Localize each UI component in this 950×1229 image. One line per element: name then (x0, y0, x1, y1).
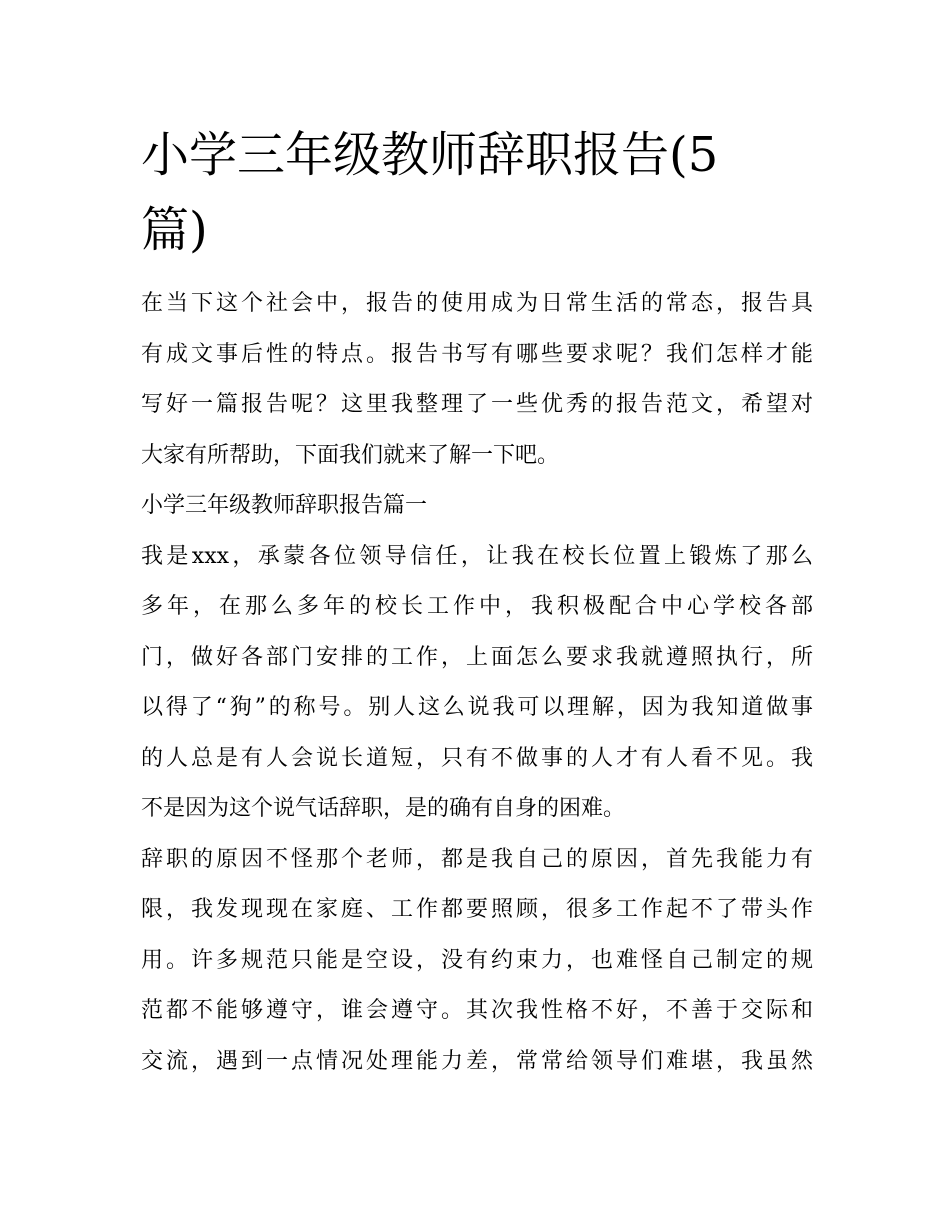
paragraph-line: 用。许多规范只能是空设，没有约束力，也难怪自己制定的规 (141, 947, 813, 973)
intro-line: 大家有所帮助，下面我们就来了解一下吧。 (141, 442, 560, 468)
paragraph-line: 辞职的原因不怪那个老师，都是我自己的原因，首先我能力有 (141, 846, 813, 872)
document-title (141, 118, 781, 268)
paragraph-line: 的人总是有人会说长道短，只有不做事的人才有人看不见。我 (141, 745, 813, 771)
paragraph-2 (141, 835, 813, 1088)
intro-line: 在当下这个社会中，报告的使用成为日常生活的常态，报告具 (141, 291, 813, 316)
paragraph-line: 门，做好各部门安排的工作，上面怎么要求我就遵照执行，所 (141, 644, 813, 670)
title-line-1: 小学三年级教师辞职报告(5 (141, 127, 719, 183)
paragraph-line: 交流，遇到一点情况处理能力差，常常给领导们难堪，我虽然 (141, 1048, 813, 1074)
paragraph-1 (141, 532, 813, 835)
paragraph-line: 多年，在那么多年的校长工作中，我积极配合中心学校各部 (141, 594, 813, 619)
paragraph-line: 限，我发现现在家庭、工作都要照顾，很多工作起不了带头作 (141, 897, 813, 922)
paragraph-line: 范都不能够遵守，谁会遵守。其次我性格不好，不善于交际和 (141, 998, 813, 1023)
intro-line: 写好一篇报告呢？这里我整理了一些优秀的报告范文，希望对 (141, 392, 813, 417)
paragraph-line: 我是xxx，承蒙各位领导信任，让我在校长位置上锻炼了那么 (141, 543, 813, 569)
paragraph-line: 不是因为这个说气话辞职，是的确有自身的困难。 (141, 796, 626, 821)
intro-paragraph (141, 279, 813, 481)
title-line-2: 篇) (141, 202, 208, 258)
document-body (141, 279, 813, 1087)
intro-line: 有成文事后性的特点。报告书写有哪些要求呢？我们怎样才能 (141, 341, 813, 367)
paragraph-line: 以得了“狗”的称号。别人这么说我可以理解，因为我知道做事 (141, 695, 813, 720)
section-heading: 小学三年级教师辞职报告篇一 (141, 493, 428, 518)
